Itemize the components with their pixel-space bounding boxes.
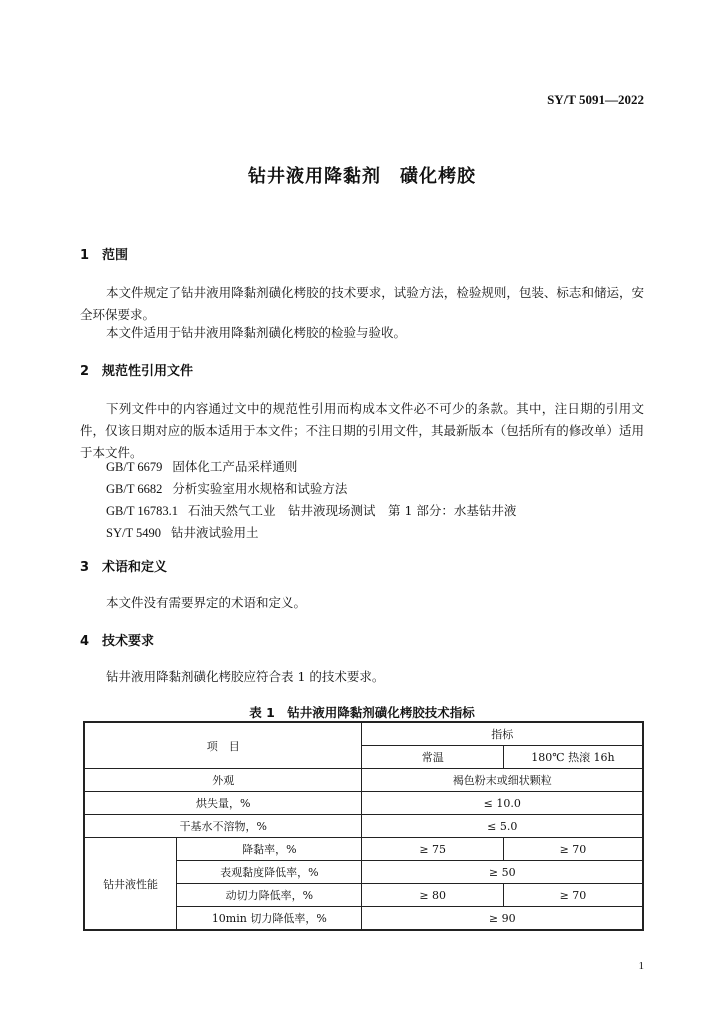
row-item: 干基水不溶物，%: [84, 815, 362, 838]
table-header-row: [84, 722, 643, 746]
page-number: 1: [638, 960, 644, 972]
reference-code: GB/T 16783.1: [106, 504, 178, 518]
row-value-normal: ≥ 80: [362, 884, 503, 907]
table-row: [84, 815, 643, 838]
section-number: 2: [80, 364, 90, 379]
section-number: 4: [80, 634, 90, 649]
section-title: 技术要求: [102, 634, 155, 649]
row-value: ≤ 10.0: [362, 792, 643, 815]
group-label: 钻井液性能: [84, 838, 177, 931]
row-item: 10min 切力降低率，%: [177, 907, 362, 931]
reference-item: [106, 500, 516, 522]
reference-name: 固体化工产品采样通则: [172, 459, 298, 474]
reference-name: 钻井液试验用土: [171, 525, 259, 540]
spec-table: [83, 721, 644, 931]
section-number: 3: [80, 560, 90, 575]
reference-item: [106, 456, 297, 478]
section-title: 术语和定义: [102, 560, 168, 575]
row-item: 动切力降低率，%: [177, 884, 362, 907]
row-value-hot: ≥ 70: [503, 884, 643, 907]
reference-name: 石油天然气工业 钻井液现场测试 第 1 部分：水基钻井液: [188, 503, 517, 518]
section-1-para-2: 本文件适用于钻井液用降黏剂磺化栲胶的检验与验收。: [106, 325, 407, 340]
row-value-normal: ≥ 75: [362, 838, 503, 861]
section-3-heading: [80, 556, 167, 575]
section-4-para-1: 钻井液用降黏剂磺化栲胶应符合表 1 的技术要求。: [106, 669, 385, 684]
reference-code: GB/T 6682: [106, 482, 163, 496]
section-title: 范围: [102, 248, 129, 263]
section-number: 1: [80, 248, 90, 263]
header-hot-roll: 180℃ 热滚 16h: [503, 746, 643, 769]
header-normal-temp: 常温: [362, 746, 503, 769]
document-title: 钻井液用降黏剂 磺化栲胶: [248, 166, 476, 187]
document-code: SY/T 5091—2022: [547, 92, 644, 107]
section-1-para-1: 本文件规定了钻井液用降黏剂磺化栲胶的技术要求，试验方法，检验规则，包装、标志和储运，安全环保要求。: [80, 285, 644, 322]
row-item: 烘失量，%: [84, 792, 362, 815]
row-item: 降黏率，%: [177, 838, 362, 861]
row-value: ≥ 50: [362, 861, 643, 884]
table-row: [84, 792, 643, 815]
section-3-para-1: 本文件没有需要界定的术语和定义。: [106, 595, 307, 610]
header-index: 指标: [362, 722, 643, 746]
row-value: ≤ 5.0: [362, 815, 643, 838]
section-2-heading: [80, 360, 193, 379]
row-value-hot: ≥ 70: [503, 838, 643, 861]
header-item: 项 目: [84, 722, 362, 769]
row-value: 褐色粉末或细状颗粒: [362, 769, 643, 792]
section-title: 规范性引用文件: [102, 364, 194, 379]
reference-code: SY/T 5490: [106, 526, 161, 540]
table-row: [84, 838, 643, 861]
reference-code: GB/T 6679: [106, 460, 163, 474]
reference-item: [106, 478, 347, 500]
reference-item: [106, 522, 259, 544]
row-item: 表观黏度降低率，%: [177, 861, 362, 884]
reference-name: 分析实验室用水规格和试验方法: [172, 481, 348, 496]
table-row: [84, 769, 643, 792]
row-item: 外观: [84, 769, 362, 792]
table-caption: 表 1 钻井液用降黏剂磺化栲胶技术指标: [249, 705, 475, 720]
section-4-heading: [80, 630, 154, 649]
row-value: ≥ 90: [362, 907, 643, 931]
section-1-heading: [80, 244, 128, 263]
section-2-para-1: 下列文件中的内容通过文中的规范性引用而构成本文件必不可少的条款。其中，注日期的引用文件，仅该日期对应的版本适用于本文件；不注日期的引用文件，其最新版本（包括所有的修改单）适用于本文件。: [80, 401, 644, 460]
